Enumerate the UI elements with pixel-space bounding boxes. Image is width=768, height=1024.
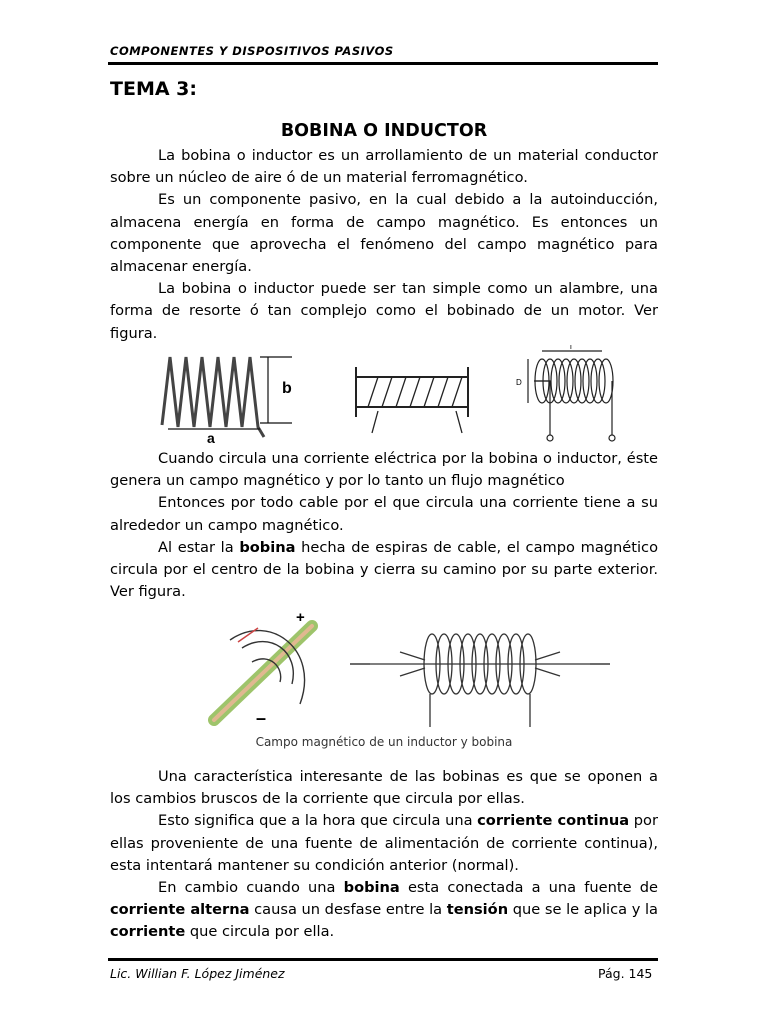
label-d: D — [516, 378, 522, 387]
emphasis-corriente: corriente — [110, 923, 186, 941]
negative-sign: – — [256, 708, 267, 728]
emphasis-bobina: bobina — [239, 538, 296, 556]
solenoid-field-drawing — [350, 634, 610, 727]
footer-author: Lic. Willian F. López Jiménez — [110, 966, 285, 981]
paragraph: Una característica interesante de las bobinas es que se oponen a los cambios bruscos de la corriente que circula por ellas. — [110, 768, 658, 808]
emphasis-bobina: bobina — [343, 879, 400, 897]
magnetic-field-figure — [200, 612, 620, 734]
paragraph: Cuando circula una corriente eléctrica por la bobina o inductor, éste genera un campo magnético y por lo tanto un flujo magnético — [110, 450, 658, 490]
label-a: a — [207, 430, 215, 445]
paragraph: La bobina o inductor puede ser tan simple como un alambre, una forma de resorte ó tan complejo como el bobinado de un motor. Ver figura. — [110, 280, 658, 342]
paragraph: Es un componente pasivo, en la cual debido a la autoinducción, almacena energía en forma de campo magnético. Es entonces un componente que aprovecha el fenómeno del campo magnético para almacenar energía. — [110, 191, 658, 276]
running-header: COMPONENTES Y DISPOSITIVOS PASIVOS — [110, 44, 394, 58]
wire-field-drawing — [214, 626, 312, 720]
paragraph: La bobina o inductor es un arrollamiento de un material conductor sobre un núcleo de aire ó de un material ferromagnético. — [110, 147, 658, 187]
label-b: b — [282, 380, 292, 397]
paragraph: Entonces por todo cable por el que circula una corriente tiene a su alrededor un campo magnético. — [110, 494, 658, 534]
emphasis-tension: tensión — [446, 901, 509, 919]
positive-sign: + — [296, 612, 305, 626]
page-title: BOBINA O INDUCTOR — [280, 121, 488, 141]
header-rule — [108, 62, 658, 65]
section-intro — [110, 145, 658, 345]
page-number: Pág. 145 — [598, 966, 653, 981]
label-l: l — [570, 345, 572, 351]
paragraph: Esto significa que a la hora que circula una corriente continua por ellas proveniente de una fuente de alimentación de corriente continua), esta intentará mantener su condición anterior (normal). — [110, 812, 658, 874]
paragraph: En cambio cuando una bobina esta conectada a una fuente de corriente alterna causa un desfase entre la tensión que se le aplica y la corriente que circula por ella. — [110, 879, 658, 941]
section-behavior — [110, 766, 658, 944]
paragraph: Al estar la bobina hecha de espiras de cable, el campo magnético circula por el centro de la bobina y cierra su camino por su parte exterior. Ver figura. — [110, 538, 658, 601]
emphasis-ac: corriente alterna — [110, 901, 250, 919]
wound-coil-drawing — [356, 367, 468, 433]
emphasis-dc: corriente continua — [477, 812, 630, 830]
figure-caption: Campo magnético de un inductor y bobina — [255, 735, 513, 749]
topic-number: TEMA 3: — [110, 78, 197, 100]
section-field — [110, 448, 658, 603]
air-core-coil-drawing — [528, 351, 615, 441]
footer-rule — [108, 958, 658, 961]
coil-types-figure — [150, 345, 630, 445]
spring-coil-drawing — [162, 357, 264, 437]
